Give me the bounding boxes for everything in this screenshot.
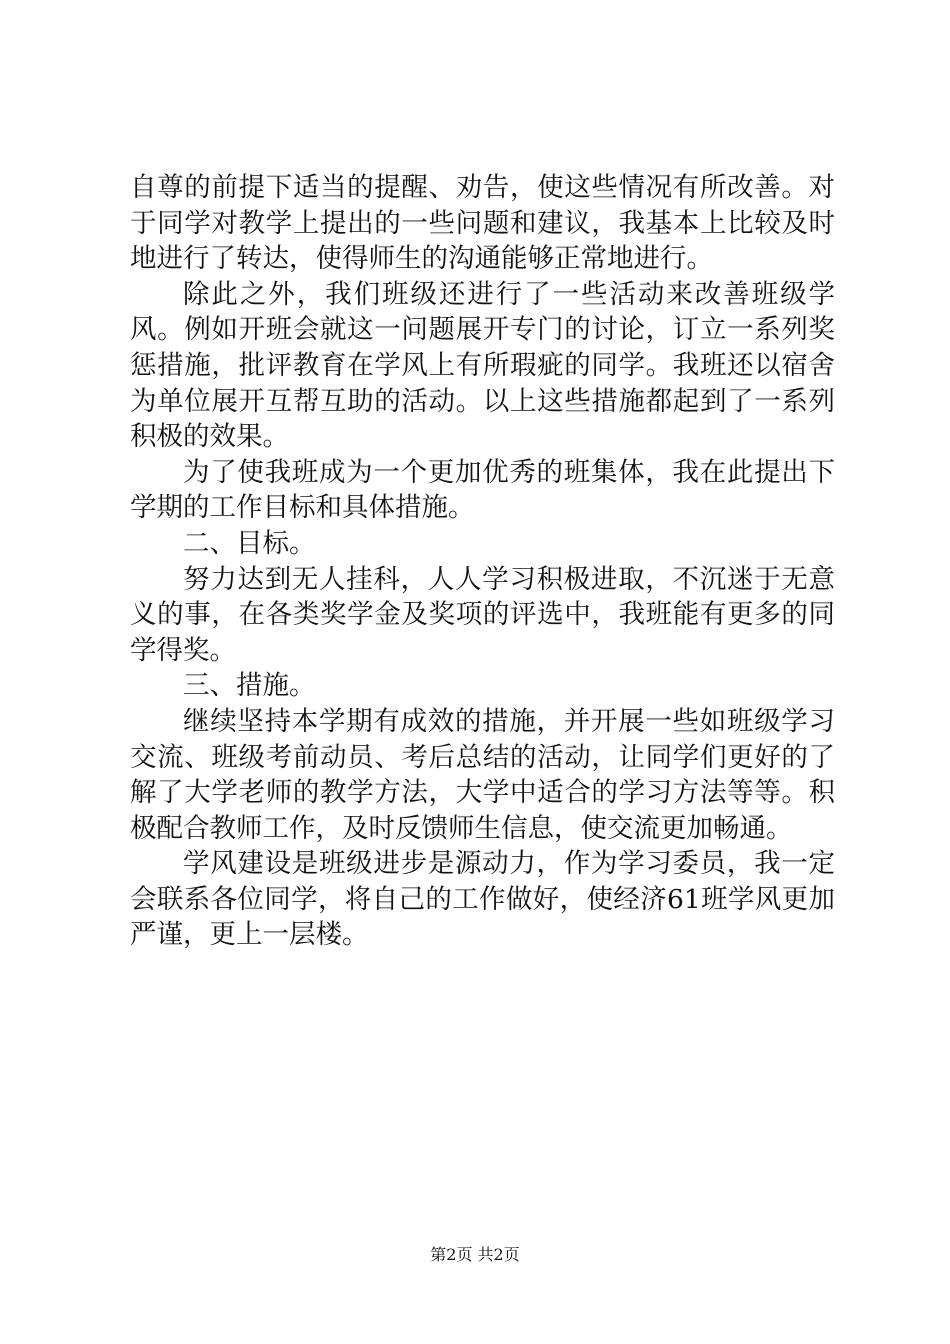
paragraph-continued: 自尊的前提下适当的提醒、劝告，使这些情况有所改善。对于同学对教学上提出的一些问题和建议，我基本上比较及时地进行了转达，使得师生的沟通能够正常地进行。 xyxy=(130,172,835,275)
paragraph-goals: 努力达到无人挂科，人人学习积极进取，不沉迷于无意义的事，在各类奖学金及奖项的评选中，我班能有更多的同学得奖。 xyxy=(130,563,835,666)
page-footer xyxy=(0,1245,950,1265)
paragraph-measures: 继续坚持本学期有成效的措施，并开展一些如班级学习交流、班级考前动员、考后总结的活动，让同学们更好的了解了大学老师的教学方法，大学中适合的学习方法等等。积极配合教师工作，及时反馈师生信息，使交流更加畅通。 xyxy=(130,705,835,844)
document-body xyxy=(130,170,835,953)
paragraph-next-term-intro: 为了使我班成为一个更加优秀的班集体，我在此提出下学期的工作目标和具体措施。 xyxy=(130,456,835,524)
paragraph-conclusion: 学风建设是班级进步是源动力，作为学习委员，我一定会联系各位同学，将自己的工作做好，使经济61班学风更加严谨，更上一层楼。 xyxy=(130,848,835,951)
page-number-label: 第2页 共2页 xyxy=(430,1245,520,1264)
section-heading-measures: 三、措施。 xyxy=(183,670,316,702)
paragraph-class-activities: 除此之外，我们班级还进行了一些活动来改善班级学风。例如开班会就这一问题展开专门的讨论，订立一系列奖惩措施，批评教育在学风上有所瑕疵的同学。我班还以宿舍为单位展开互帮互助的活动。以上这些措施都起到了一系列积极的效果。 xyxy=(130,278,835,453)
section-heading-goals: 二、目标。 xyxy=(183,527,316,559)
